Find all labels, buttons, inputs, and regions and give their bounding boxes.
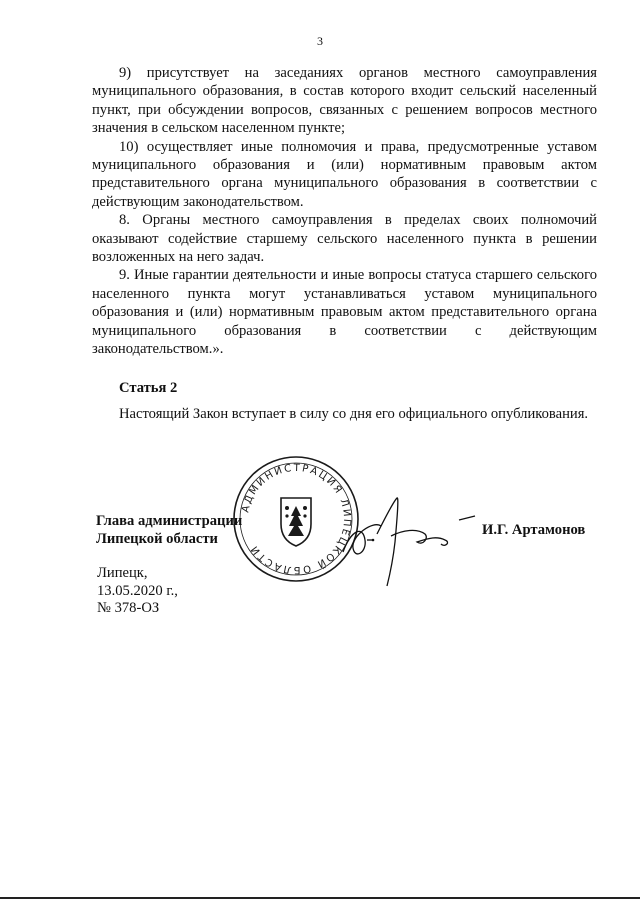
handwritten-signature — [333, 490, 483, 590]
place-and-date — [97, 565, 178, 618]
paragraph-part-9: 9. Иные гарантии деятельности и иные вопросы статуса старшего сельского населенного пункта могут устанавливаться уставом муниципального образования и (или) нормативным правовым актом представительного органа муниципального образования в соответствии с действующим законодательством.». — [92, 267, 597, 358]
coat-of-arms-icon — [281, 498, 311, 546]
law-date: 13.05.2020 г., — [97, 582, 178, 599]
seal-text: АДМИНИСТРАЦИЯ ЛИПЕЦКОЙ ОБЛАСТИ — [240, 462, 353, 576]
paragraph-part-8: 8. Органы местного самоуправления в пределах своих полномочий оказывают содействие старшему сельского населенного пункта в решении возложенных на него задач. — [92, 212, 597, 266]
paragraph-effective-date: Настоящий Закон вступает в силу со дня его официального опубликования. — [119, 405, 589, 422]
document-body — [92, 64, 597, 423]
city: Липецк, — [97, 565, 148, 581]
article-title: Статья 2 — [119, 379, 178, 396]
law-number: № 378-ОЗ — [97, 600, 160, 616]
signatory-name: И.Г. Артамонов — [482, 522, 586, 538]
paragraph-item-9: 9) присутствует на заседаниях органов местного самоуправления муниципального образования, в состав которого входит сельский населенный пункт, при обсуждении вопросов, связанных с решением вопросов местного значения в сельском населенном пункте; — [92, 65, 597, 137]
page-number: 3 — [317, 34, 323, 48]
paragraph-item-10: 10) осуществляет иные полномочия и права, предусмотренные уставом муниципального образования и (или) нормативным правовым актом представительного органа муниципального образования в соответствии с действующим законодательством. — [92, 138, 597, 210]
signatory-role — [96, 512, 242, 548]
signatory-role-line1: Глава администрации — [96, 513, 243, 529]
signatory-role-line2: Липецкой области — [96, 531, 218, 547]
page-bottom-rule — [0, 897, 640, 899]
